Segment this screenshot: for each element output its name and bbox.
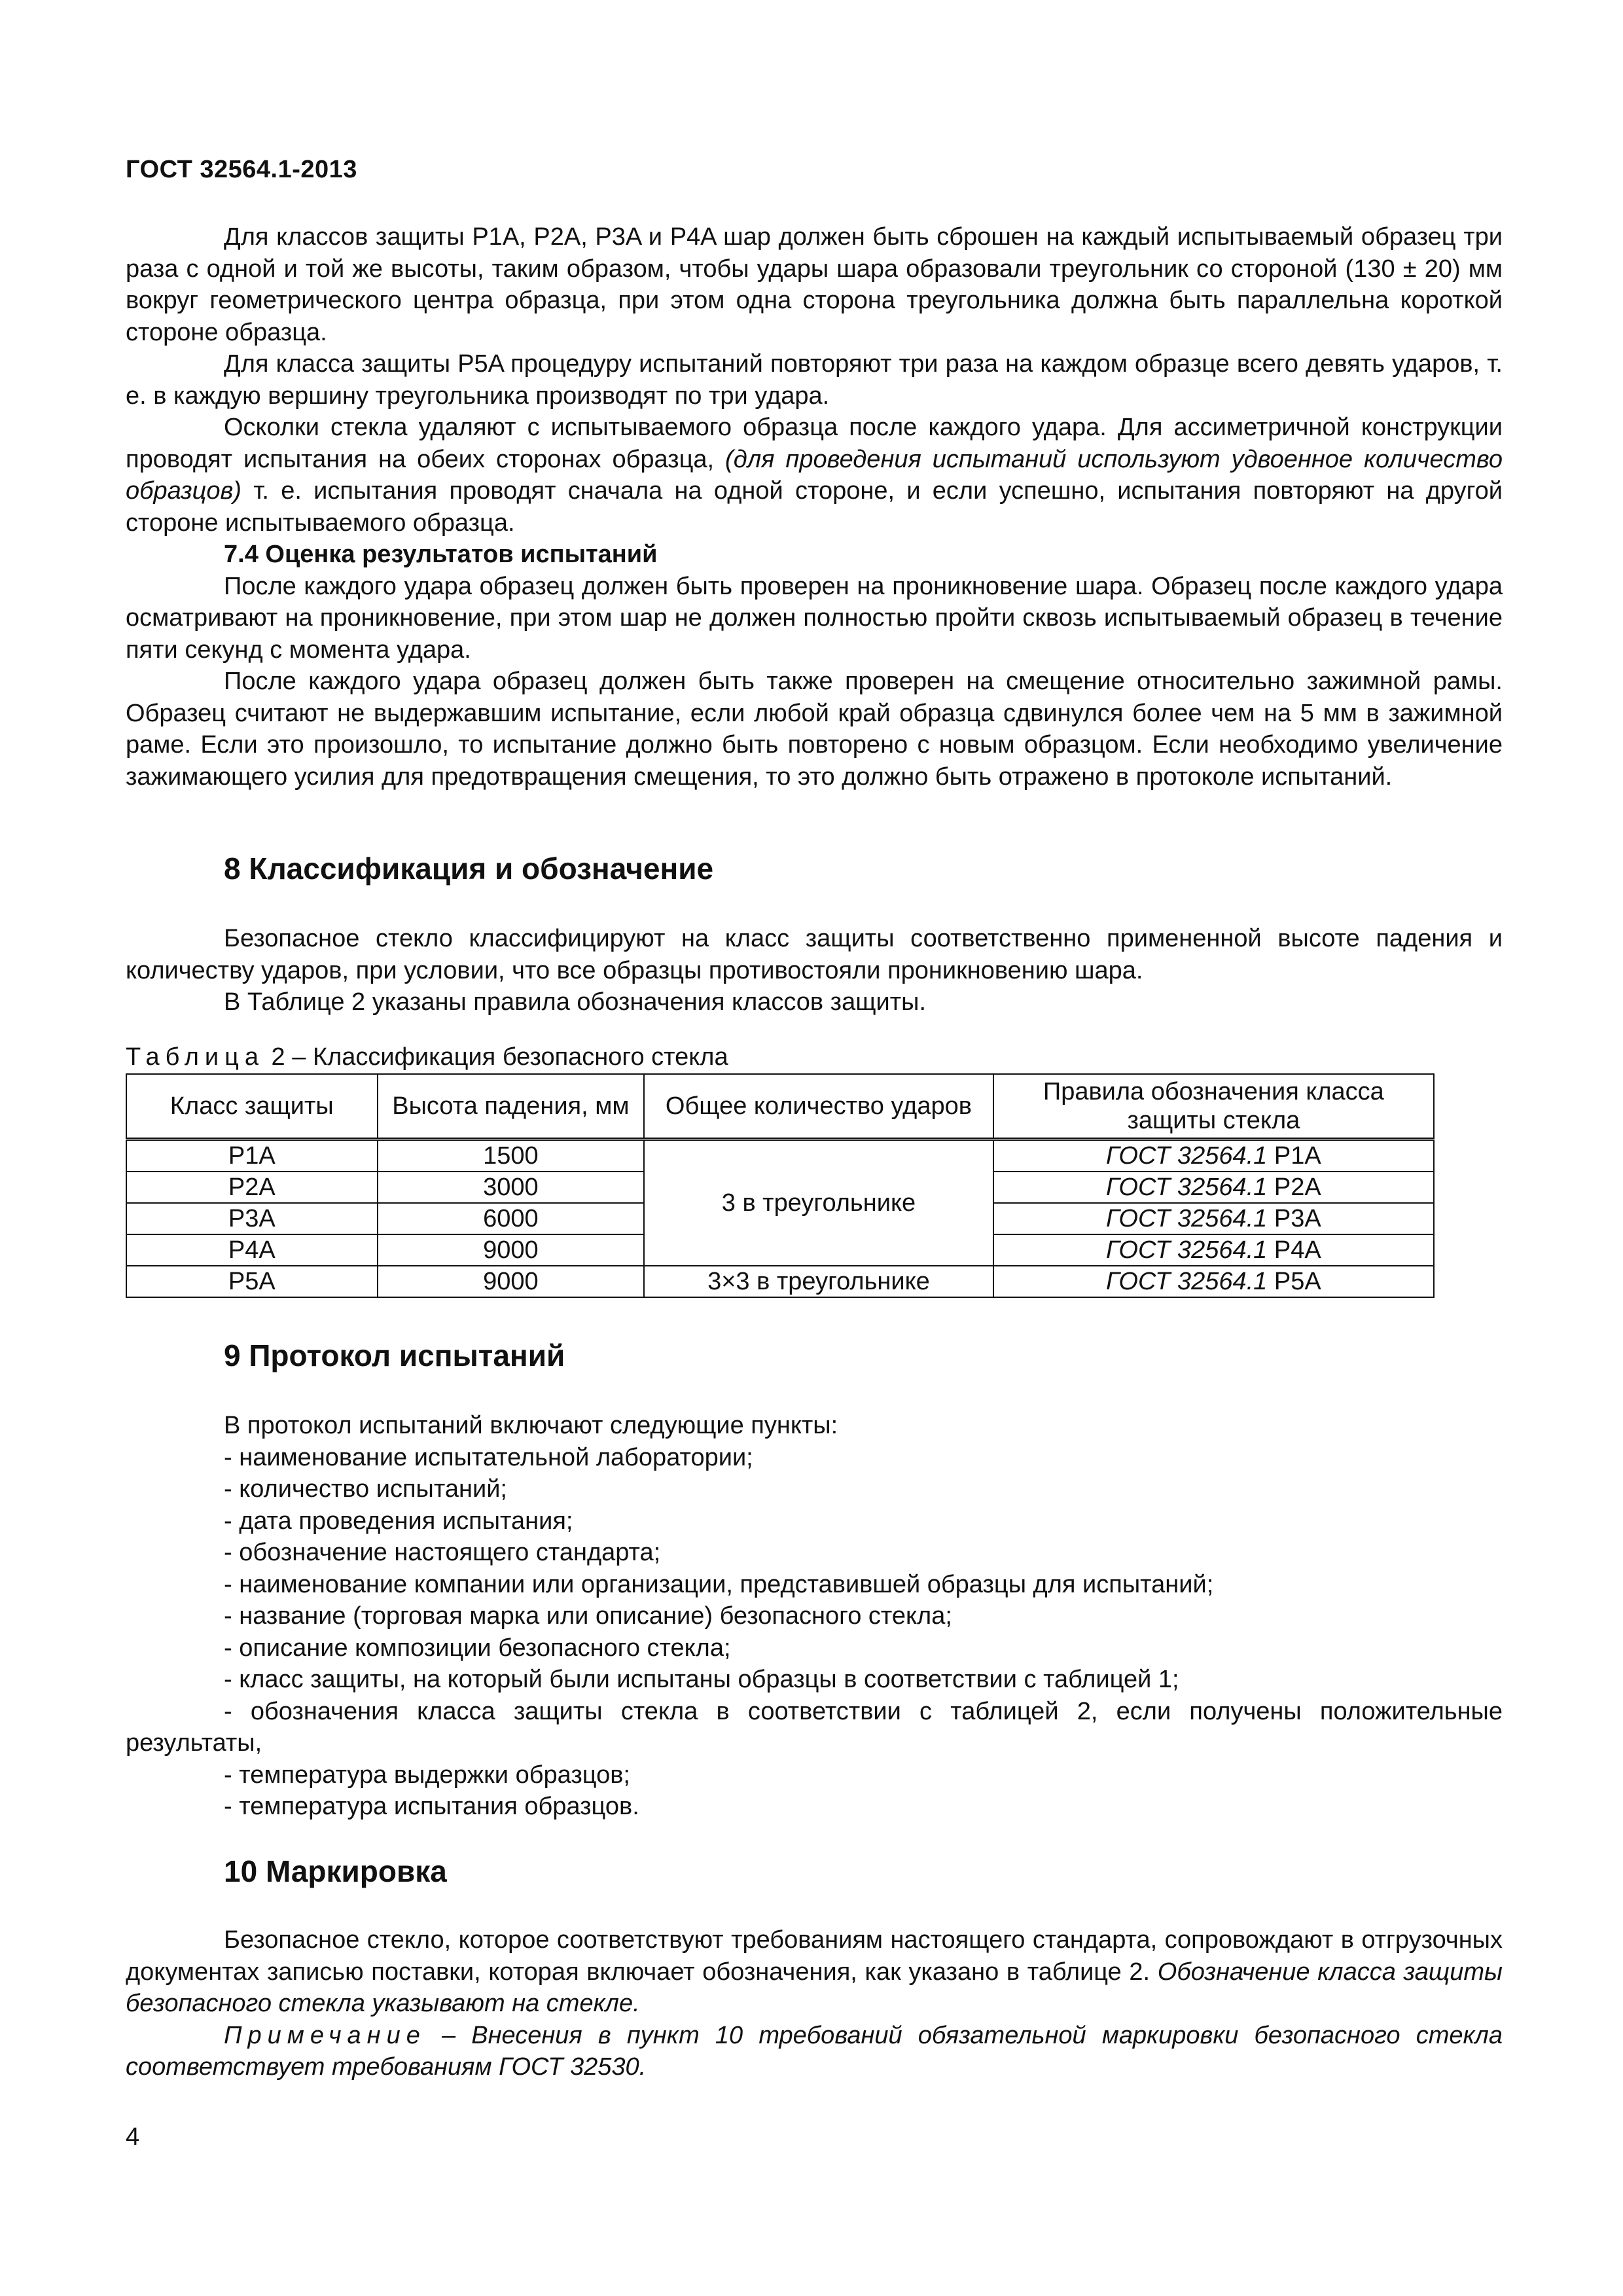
class-code: P4A [1267, 1236, 1321, 1264]
table-cell [993, 1266, 1434, 1297]
table-row [126, 1266, 1434, 1297]
text-span: Безопасное стекло, которое соответствуют требованиям настоящего стандарта, сопровождают в отгрузочных документах записью поставки, которая включает обозначения, как указано в таблице 2. [126, 1926, 1503, 1986]
std-ref: ГОСТ 32564.1 [1106, 1268, 1268, 1295]
subsection-title: 7.4 Оценка результатов испытаний [224, 541, 658, 568]
paragraph: Для класса защиты P5A процедуру испытаний повторяют три раза на каждом образце всего девять ударов, т. е. в каждую вершину треугольника производят по три удара. [126, 350, 1503, 410]
std-ref: ГОСТ 32564.1 [1106, 1236, 1268, 1264]
table-cell: P5A [126, 1266, 378, 1297]
section-title: 9 Протокол испытаний [224, 1338, 565, 1372]
list-item: - обозначения класса защиты стекла в соответствии с таблицей 2, если получены положительные результаты, [126, 1697, 1503, 1757]
document-header: ГОСТ 32564.1-2013 [126, 156, 357, 183]
class-code: P5A [1267, 1268, 1321, 1295]
page-number: 4 [126, 2123, 140, 2151]
italic-span: (для проведения испытаний используют удвоенное количество образцов) [126, 445, 1503, 505]
table-cell: 3000 [378, 1172, 645, 1203]
note-text: – Внесения в пункт 10 требований обязательной маркировки безопасного стекла соответствует требованиям ГОСТ 32530. [126, 2021, 1503, 2081]
paragraph: Для классов защиты P1A, P2A, P3A и P4A шар должен быть сброшен на каждый испытываемый образец три раза с одной и той же высоты, таким образом, чтобы удары шара образовали треугольник со стороной (130 ± 20) мм вокруг геометрического центра образца, при этом одна сторона треугольника должна быть параллельна короткой стороне образца. [126, 223, 1503, 346]
italic-span: Обозначение класса защиты безопасного стекла указывают на стекле. [126, 1958, 1503, 2017]
paragraph: Безопасное стекло классифицируют на класс защиты соответственно примененной высоте падения и количеству ударов, при условии, что все образцы противостояли проникновению шара. [126, 925, 1503, 984]
section-8-text [126, 923, 1503, 1018]
list-item: - количество испытаний; [224, 1475, 507, 1503]
std-ref: ГОСТ 32564.1 [1106, 1142, 1268, 1170]
table-header-cell: Класс защиты [126, 1074, 378, 1139]
table-cell: 6000 [378, 1203, 645, 1234]
section-title: 8 Классификация и обозначение [224, 852, 714, 886]
section-10-text [126, 1924, 1503, 2083]
list-item: - обозначение настоящего стандарта; [224, 1539, 661, 1566]
table-header-cell: Правила обозначения класса защиты стекла [993, 1074, 1434, 1139]
table-cell [993, 1234, 1434, 1266]
list-item: - дата проведения испытания; [224, 1507, 573, 1535]
caption-word: Таблица [126, 1043, 264, 1071]
caption-text: 2 – Классификация безопасного стекла [264, 1043, 728, 1071]
table-cell: 3 в треугольнике [644, 1139, 993, 1266]
section-title: 10 Маркировка [224, 1854, 447, 1888]
table-cell: P4A [126, 1234, 378, 1266]
protocol-list [126, 1410, 1503, 1823]
table-cell [993, 1172, 1434, 1203]
table-cell: P3A [126, 1203, 378, 1234]
paragraph [126, 1924, 1503, 2020]
table-header-cell: Общее количество ударов [644, 1074, 993, 1139]
list-item: - описание композиции безопасного стекла; [224, 1634, 731, 1662]
class-code: P3A [1267, 1205, 1321, 1232]
paragraph: После каждого удара образец должен быть также проверен на смещение относительно зажимной рамы. Образец считают не выдержавшим испытание, если любой край образца сдвинулся более чем на 5 мм в зажимной раме. Если это произошло, то испытание должно быть повторено с новым образцом. Если необходимо увеличение зажимающего усилия для предотвращения смещения, то это должно быть отражено в протоколе испытаний. [126, 668, 1503, 791]
note-word: Примечание [224, 2021, 426, 2049]
table-cell: P1A [126, 1139, 378, 1172]
list-item: - наименование компании или организации, представившей образцы для испытаний; [224, 1570, 1214, 1598]
list-intro: В протокол испытаний включают следующие пункты: [224, 1412, 838, 1439]
list-item: - температура выдержки образцов; [224, 1761, 630, 1789]
table-row [126, 1139, 1434, 1172]
list-item: - наименование испытательной лаборатории; [224, 1443, 753, 1471]
table-cell [993, 1203, 1434, 1234]
class-code: P1A [1267, 1142, 1321, 1170]
table-cell: 1500 [378, 1139, 645, 1172]
list-item: - температура испытания образцов. [224, 1793, 639, 1820]
list-item: - название (торговая марка или описание) безопасного стекла; [224, 1602, 952, 1630]
table-cell: 3×3 в треугольнике [644, 1266, 993, 1297]
table-cell: P2A [126, 1172, 378, 1203]
table-header-cell: Высота падения, мм [378, 1074, 645, 1139]
table-caption [126, 1043, 728, 1071]
paragraph [126, 412, 1503, 539]
table-cell [993, 1139, 1434, 1172]
table-cell: 9000 [378, 1234, 645, 1266]
std-ref: ГОСТ 32564.1 [1106, 1174, 1268, 1201]
paragraph: После каждого удара образец должен быть проверен на проникновение шара. Образец после каждого удара осматривают на проникновение, при этом шар не должен полностью пройти сквозь испытываемый образец в течение пяти секунд с момента удара. [126, 572, 1503, 664]
section-7-text [126, 221, 1503, 793]
note [126, 2020, 1503, 2083]
class-code: P2A [1267, 1174, 1321, 1201]
table-cell: 9000 [378, 1266, 645, 1297]
classification-table [126, 1073, 1435, 1298]
std-ref: ГОСТ 32564.1 [1106, 1205, 1268, 1232]
text-span: Осколки стекла удаляют с испытываемого образца после каждого удара. Для ассиметричной конструкции проводят испытания на обеих сторонах образца, [126, 414, 1503, 473]
text-span: т. е. испытания проводят сначала на одной стороне, и если успешно, испытания повторяют на другой стороне испытываемого образца. [126, 477, 1503, 537]
list-item: - класс защиты, на который были испытаны образцы в соответствии с таблицей 1; [224, 1666, 1179, 1693]
paragraph: В Таблице 2 указаны правила обозначения классов защиты. [224, 988, 926, 1016]
